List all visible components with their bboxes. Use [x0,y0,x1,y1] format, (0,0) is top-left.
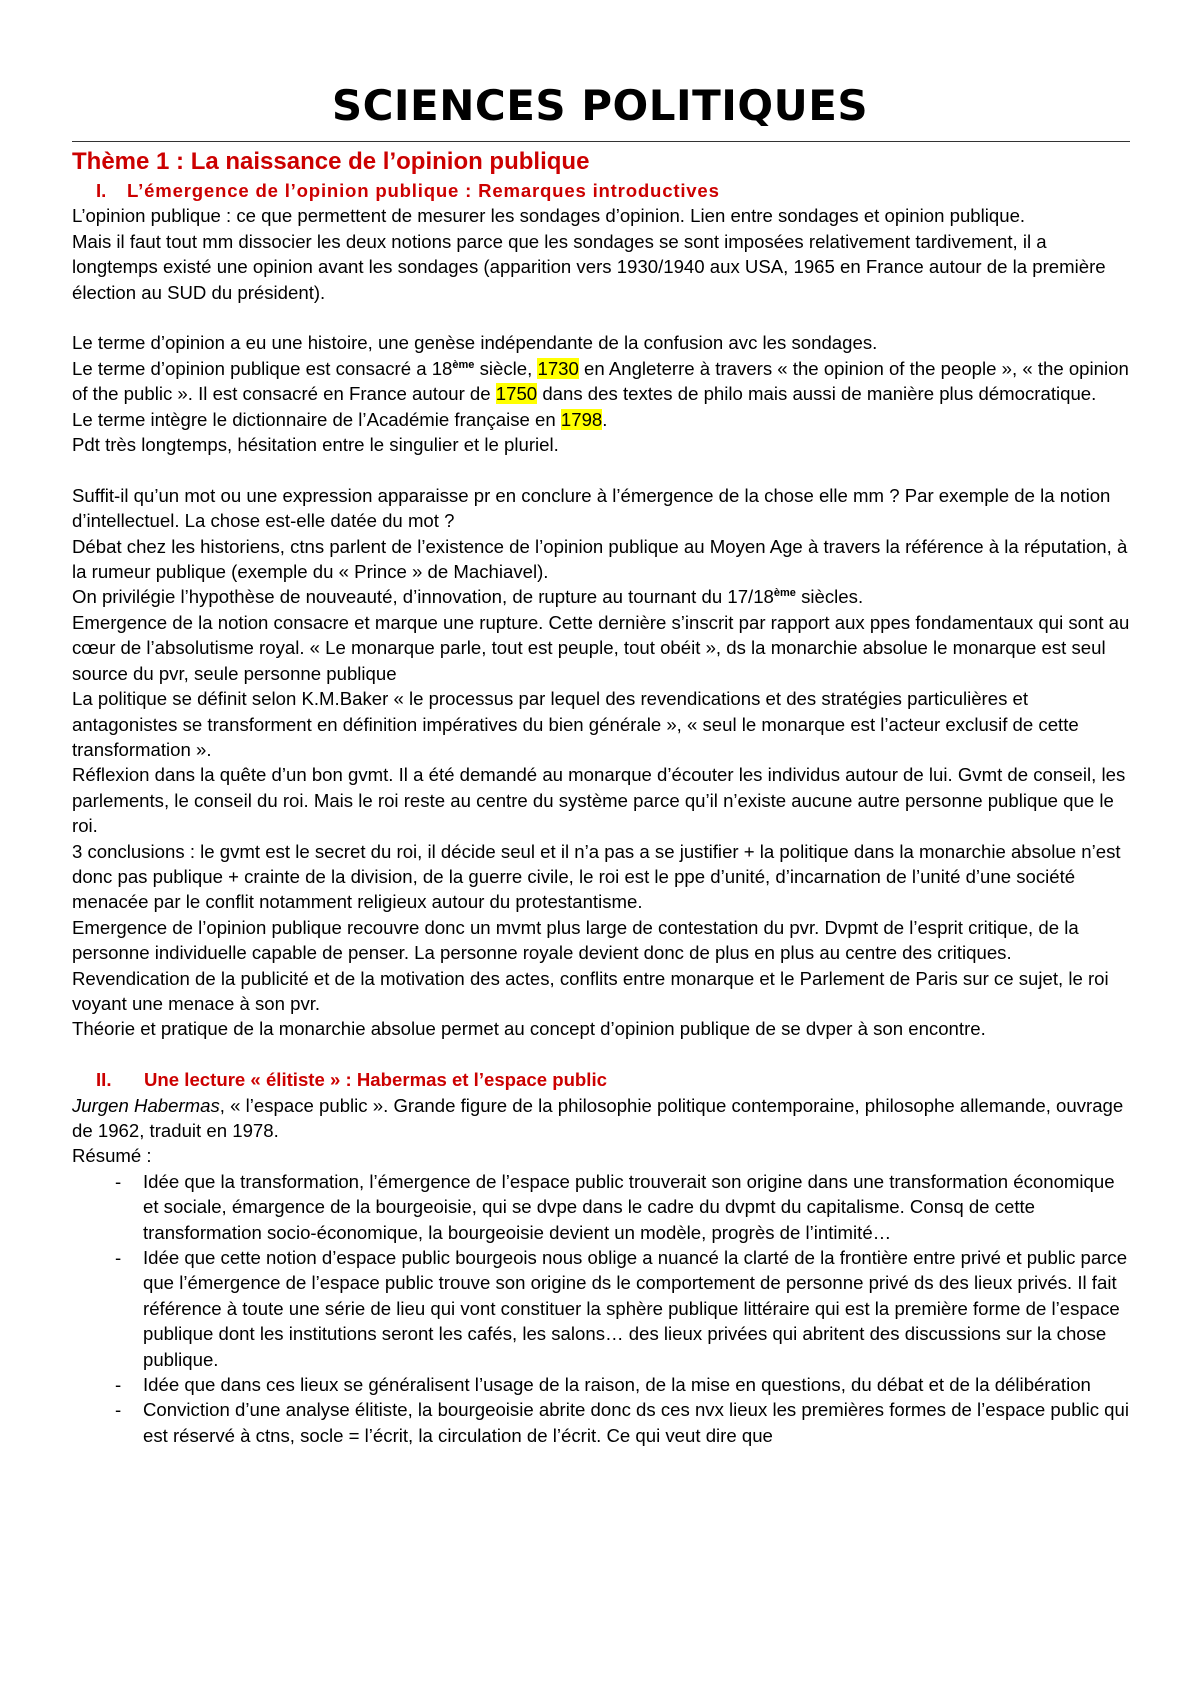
paragraph: Emergence de la notion consacre et marque une rupture. Cette dernière s’inscrit par rapport aux ppes fondamentaux qui sont au cœur de l’absolutisme royal. « Le monarque parle, tout est peuple, tout obéit », ds la monarchie absolue le monarque est seul source du pvr, seule personne publique [72,611,1130,684]
section-title: Une lecture « élitiste » : Habermas et l’espace public [144,1069,607,1091]
text-run: . [602,408,608,430]
superscript: ème [452,358,475,371]
paragraph: Débat chez les historiens, ctns parlent de l’existence de l’opinion publique au Moyen Age à travers la référence à la réputation, à la rumeur publique (exemple du « Prince » de Machiavel). [72,535,1128,583]
highlighted-date: 1750 [495,383,538,405]
text-run: dans des textes de philo mais aussi de manière plus démocratique. [537,383,1097,405]
blank-line [72,305,1134,330]
paragraph: Réflexion dans la quête d’un bon gvmt. Il a été demandé au monarque d’écouter les individus autour de lui. Gvmt de conseil, les parlements, le conseil du roi. Mais le roi reste au centre du système parce qu’il n’existe aucune autre personne publique que le roi. [72,764,1126,837]
blank-line [72,1042,1134,1067]
theme-heading: Thème 1 : La naissance de l’opinion publique [72,148,590,175]
text-run: siècles. [795,586,864,608]
list-item: - Idée que la transformation, l’émergence de l’espace public trouverait son origine dans une transformation économique et sociale, émargence de la bourgeoisie, qui se dvpe dans le cadre du dvpmt du capitalisme. Consq de cette transformation socio-économique, la bourgeoisie devient un modèle, progrès de l’intimité… [72,1169,1134,1245]
highlighted-date: 1730 [537,357,579,379]
section-number: II. [96,1069,112,1091]
bullet-list [72,1169,1134,1448]
resume-label: Résumé : [72,1145,152,1167]
paragraph: Suffit-il qu’un mot ou une expression apparaisse pr en conclure à l’émergence de la chose elle mm ? Par exemple de la notion d’intellectuel. La chose est-elle datée du mot ? [72,484,1111,532]
paragraph: Pdt très longtemps, hésitation entre le singulier et le pluriel. [72,434,559,456]
paragraph: Le terme d’opinion a eu une histoire, une genèse indépendante de la confusion avc les sondages. [72,332,878,354]
paragraph: 3 conclusions : le gvmt est le secret du roi, il décide seul et il n’a pas a se justifier + la politique dans la monarchie absolue n’est donc pas publique + crainte de la division, de la guerre civile, le roi est le ppe d’unité, d’incarnation de l’unité d’une société menacée par le conflit notamment religieux autour du protestantisme. [72,840,1121,913]
paragraph [72,584,1134,609]
text-run: Le terme d’opinion publique est consacré a 18 [72,357,453,379]
paragraph: La politique se définit selon K.M.Baker « le processus par lequel des revendications et des stratégies particulières et antagonistes se transforment en définition impératives du bien générale », « seul le monarque est l’acteur exclusif de cette transformation ». [72,688,1079,760]
list-item: - Conviction d’une analyse élitiste, la bourgeoisie abrite donc ds ces nvx lieux les premières formes de l’espace public qui est réservé à ctns, socle = l’écrit, la circulation de l’écrit. Ce qui veut dire que [72,1397,1134,1448]
document-title: SCIENCES POLITIQUES [331,81,869,130]
blank-line [72,457,1134,482]
paragraph [72,407,1134,432]
paragraph: Mais il faut tout mm dissocier les deux notions parce que les sondages se sont imposées relativement tardivement, il a longtemps existé une opinion avant les sondages (apparition vers 1930/1940 aux USA, 1965 en France autour de la première élection au SUD du président). [72,230,1106,303]
text-run: Le terme intègre le dictionnaire de l’Académie française en [72,408,561,430]
text-run: siècle, [474,357,538,379]
document-body [72,146,1134,1448]
section-heading-1 [96,178,1134,203]
superscript: ème [773,587,796,600]
title-underline [72,141,1130,142]
list-item: - Idée que cette notion d’espace public bourgeois nous oblige a nuancé la clarté de la frontière entre privé et public parce que l’émergence de l’espace public trouve son origine ds le comportement de personne privé ds des lieux privés. Il fait référence à toute une série de lieu qui vont constituer la sphère publique littéraire qui est la première forme de l’espace publique dont les institutions seront les cafés, les salons… des lieux privées qui abritent des discussions sur la chose publique. [72,1245,1134,1372]
list-item: - Idée que dans ces lieux se généralisent l’usage de la raison, de la mise en questions, du débat et de la délibération [72,1372,1134,1397]
text-run: On privilégie l’hypothèse de nouveauté, d’innovation, de rupture au tournant du 17/18 [72,586,774,608]
paragraph [72,1093,1134,1144]
highlighted-date: 1798 [560,408,603,430]
paragraph: Théorie et pratique de la monarchie absolue permet au concept d’opinion publique de se dvper à son encontre. [72,1018,986,1040]
paragraph: Emergence de l’opinion publique recouvre donc un mvmt plus large de contestation du pvr. Dvpmt de l’esprit critique, de la personne individuelle capable de penser. La personne royale devient donc de plus en plus au centre des critiques. Revendication de la publicité et de la motivation des actes, conflits entre monarque et le Parlement de Paris sur ce sujet, le roi voyant une menace à son pvr. [72,916,1109,1014]
author-name: Jurgen Habermas [72,1094,220,1116]
paragraph: L’opinion publique : ce que permettent de mesurer les sondages d’opinion. Lien entre sondages et opinion publique. [72,205,1026,227]
text-run: en Angleterre à travers « the opinion of the people », « the opinion of the public ». Il est consacré en France autour de [72,357,1129,405]
text-run: , « l’espace public ». Grande figure de la philosophie politique contemporaine, philosophe allemande, ouvrage de 1962, traduit en 1978. [72,1094,1124,1141]
section-number: I. [96,180,107,201]
paragraph [72,356,1134,407]
section-heading-2 [96,1067,1134,1092]
section-title: L’émergence de l’opinion publique : Remarques introductives [127,180,720,201]
